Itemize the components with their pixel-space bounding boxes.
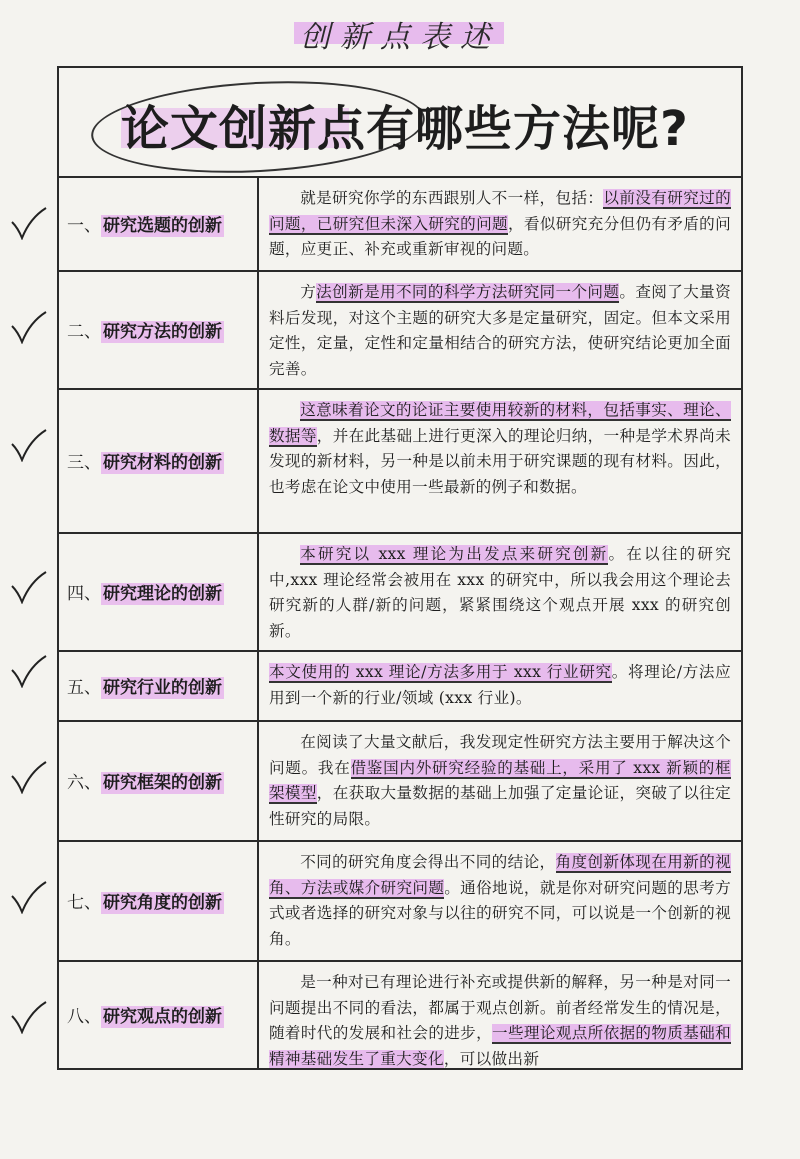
table-row: [59, 532, 741, 652]
row-label-cell: 四、 研究理论的创新: [59, 532, 259, 650]
page-title: 论文创新点有哪些方法呢?: [121, 101, 689, 157]
checkmark-icon: [10, 428, 48, 462]
row-description: 本文使用的 xxx 理论/方法多用于 xxx 行业研究。将理论/方法应用到一个新的行业/领域 (xxx 行业)。: [269, 663, 731, 707]
row-label: 研究观点的创新: [103, 1006, 222, 1027]
table-row: [59, 176, 741, 272]
checkmark-icon: [10, 310, 48, 344]
row-description: 本研究以 xxx 理论为出发点来研究创新。在以往的研究中,xxx 理论经常会被用在 xxx 的研究中，所以我会用这个理论去研究新的人群/新的问题，紧紧围绕这个观点开展 xxx 的研究创新。: [269, 545, 732, 640]
page-heading: 创新点表述: [300, 12, 500, 56]
row-description: 就是研究你学的东西跟别人不一样，包括：以前没有研究过的问题，已研究但未深入研究的问题，看似研究充分但仍有矛盾的问题，应更正、补充或重新审视的问题。: [269, 189, 731, 258]
row-label: 研究框架的创新: [103, 772, 222, 793]
innovation-table: [57, 66, 743, 1070]
table-row: [59, 650, 741, 722]
row-description: 不同的研究角度会得出不同的结论，角度创新体现在用新的视角、方法或媒介研究问题。通俗地说，就是你对研究问题的思考方式或者选择的研究对象与以往的研究不同，可以说是一个创新的视角。: [269, 853, 731, 948]
checkmark-icon: [10, 206, 48, 240]
checkmark-icon: [10, 760, 48, 794]
row-label-cell: 八、 研究观点的创新: [59, 960, 259, 1068]
checkmark-icon: [10, 570, 48, 604]
row-label-cell: 五、 研究行业的创新: [59, 650, 259, 720]
row-label: 研究理论的创新: [103, 583, 222, 604]
row-label-cell: 一、 研究选题的创新: [59, 176, 259, 270]
table-row: [59, 270, 741, 390]
row-label: 研究材料的创新: [103, 452, 222, 473]
row-description: 这意味着论文的论证主要使用较新的材料，包括事实、理论、数据等，并在此基础上进行更深入的理论归纳，一种是学术界尚未发现的新材料，另一种是以前未用于研究课题的现有材料。因此，也考虑在论文中使用一些最新的例子和数据。: [269, 401, 731, 496]
row-label: 研究角度的创新: [103, 892, 222, 913]
row-label-cell: 二、 研究方法的创新: [59, 270, 259, 388]
row-label: 研究行业的创新: [103, 677, 222, 698]
table-row: [59, 720, 741, 842]
checkmark-icon: [10, 880, 48, 914]
row-description: 在阅读了大量文献后，我发现定性研究方法主要用于解决这个问题。我在借鉴国内外研究经验的基础上，采用了 xxx 新颖的框架模型，在获取大量数据的基础上加强了定量论证，突破了以往定性研究的局限。: [269, 733, 731, 828]
checkmark-icon: [10, 1000, 48, 1034]
row-description: 方法创新是用不同的科学方法研究同一个问题。查阅了大量资料后发现，对这个主题的研究大多是定量研究，固定。但本文采用定性，定量，定性和定量相结合的研究方法，使研究结论更加全面完善。: [269, 283, 731, 378]
table-row: [59, 840, 741, 962]
table-row: [59, 960, 741, 1068]
table-row: [59, 388, 741, 534]
row-label-cell: 七、 研究角度的创新: [59, 840, 259, 960]
row-label: 研究选题的创新: [103, 215, 222, 236]
checkmark-icon: [10, 654, 48, 688]
row-label: 研究方法的创新: [103, 321, 222, 342]
title-row: [59, 68, 741, 178]
row-description: 是一种对已有理论进行补充或提供新的解释，另一种是对同一问题提出不同的看法，都属于观点创新。前者经常发生的情况是，随着时代的发展和社会的进步，一些理论观点所依据的物质基础和精神基础发生了重大变化，可以做出新: [269, 973, 731, 1068]
row-label-cell: 三、 研究材料的创新: [59, 388, 259, 532]
row-label-cell: 六、 研究框架的创新: [59, 720, 259, 840]
